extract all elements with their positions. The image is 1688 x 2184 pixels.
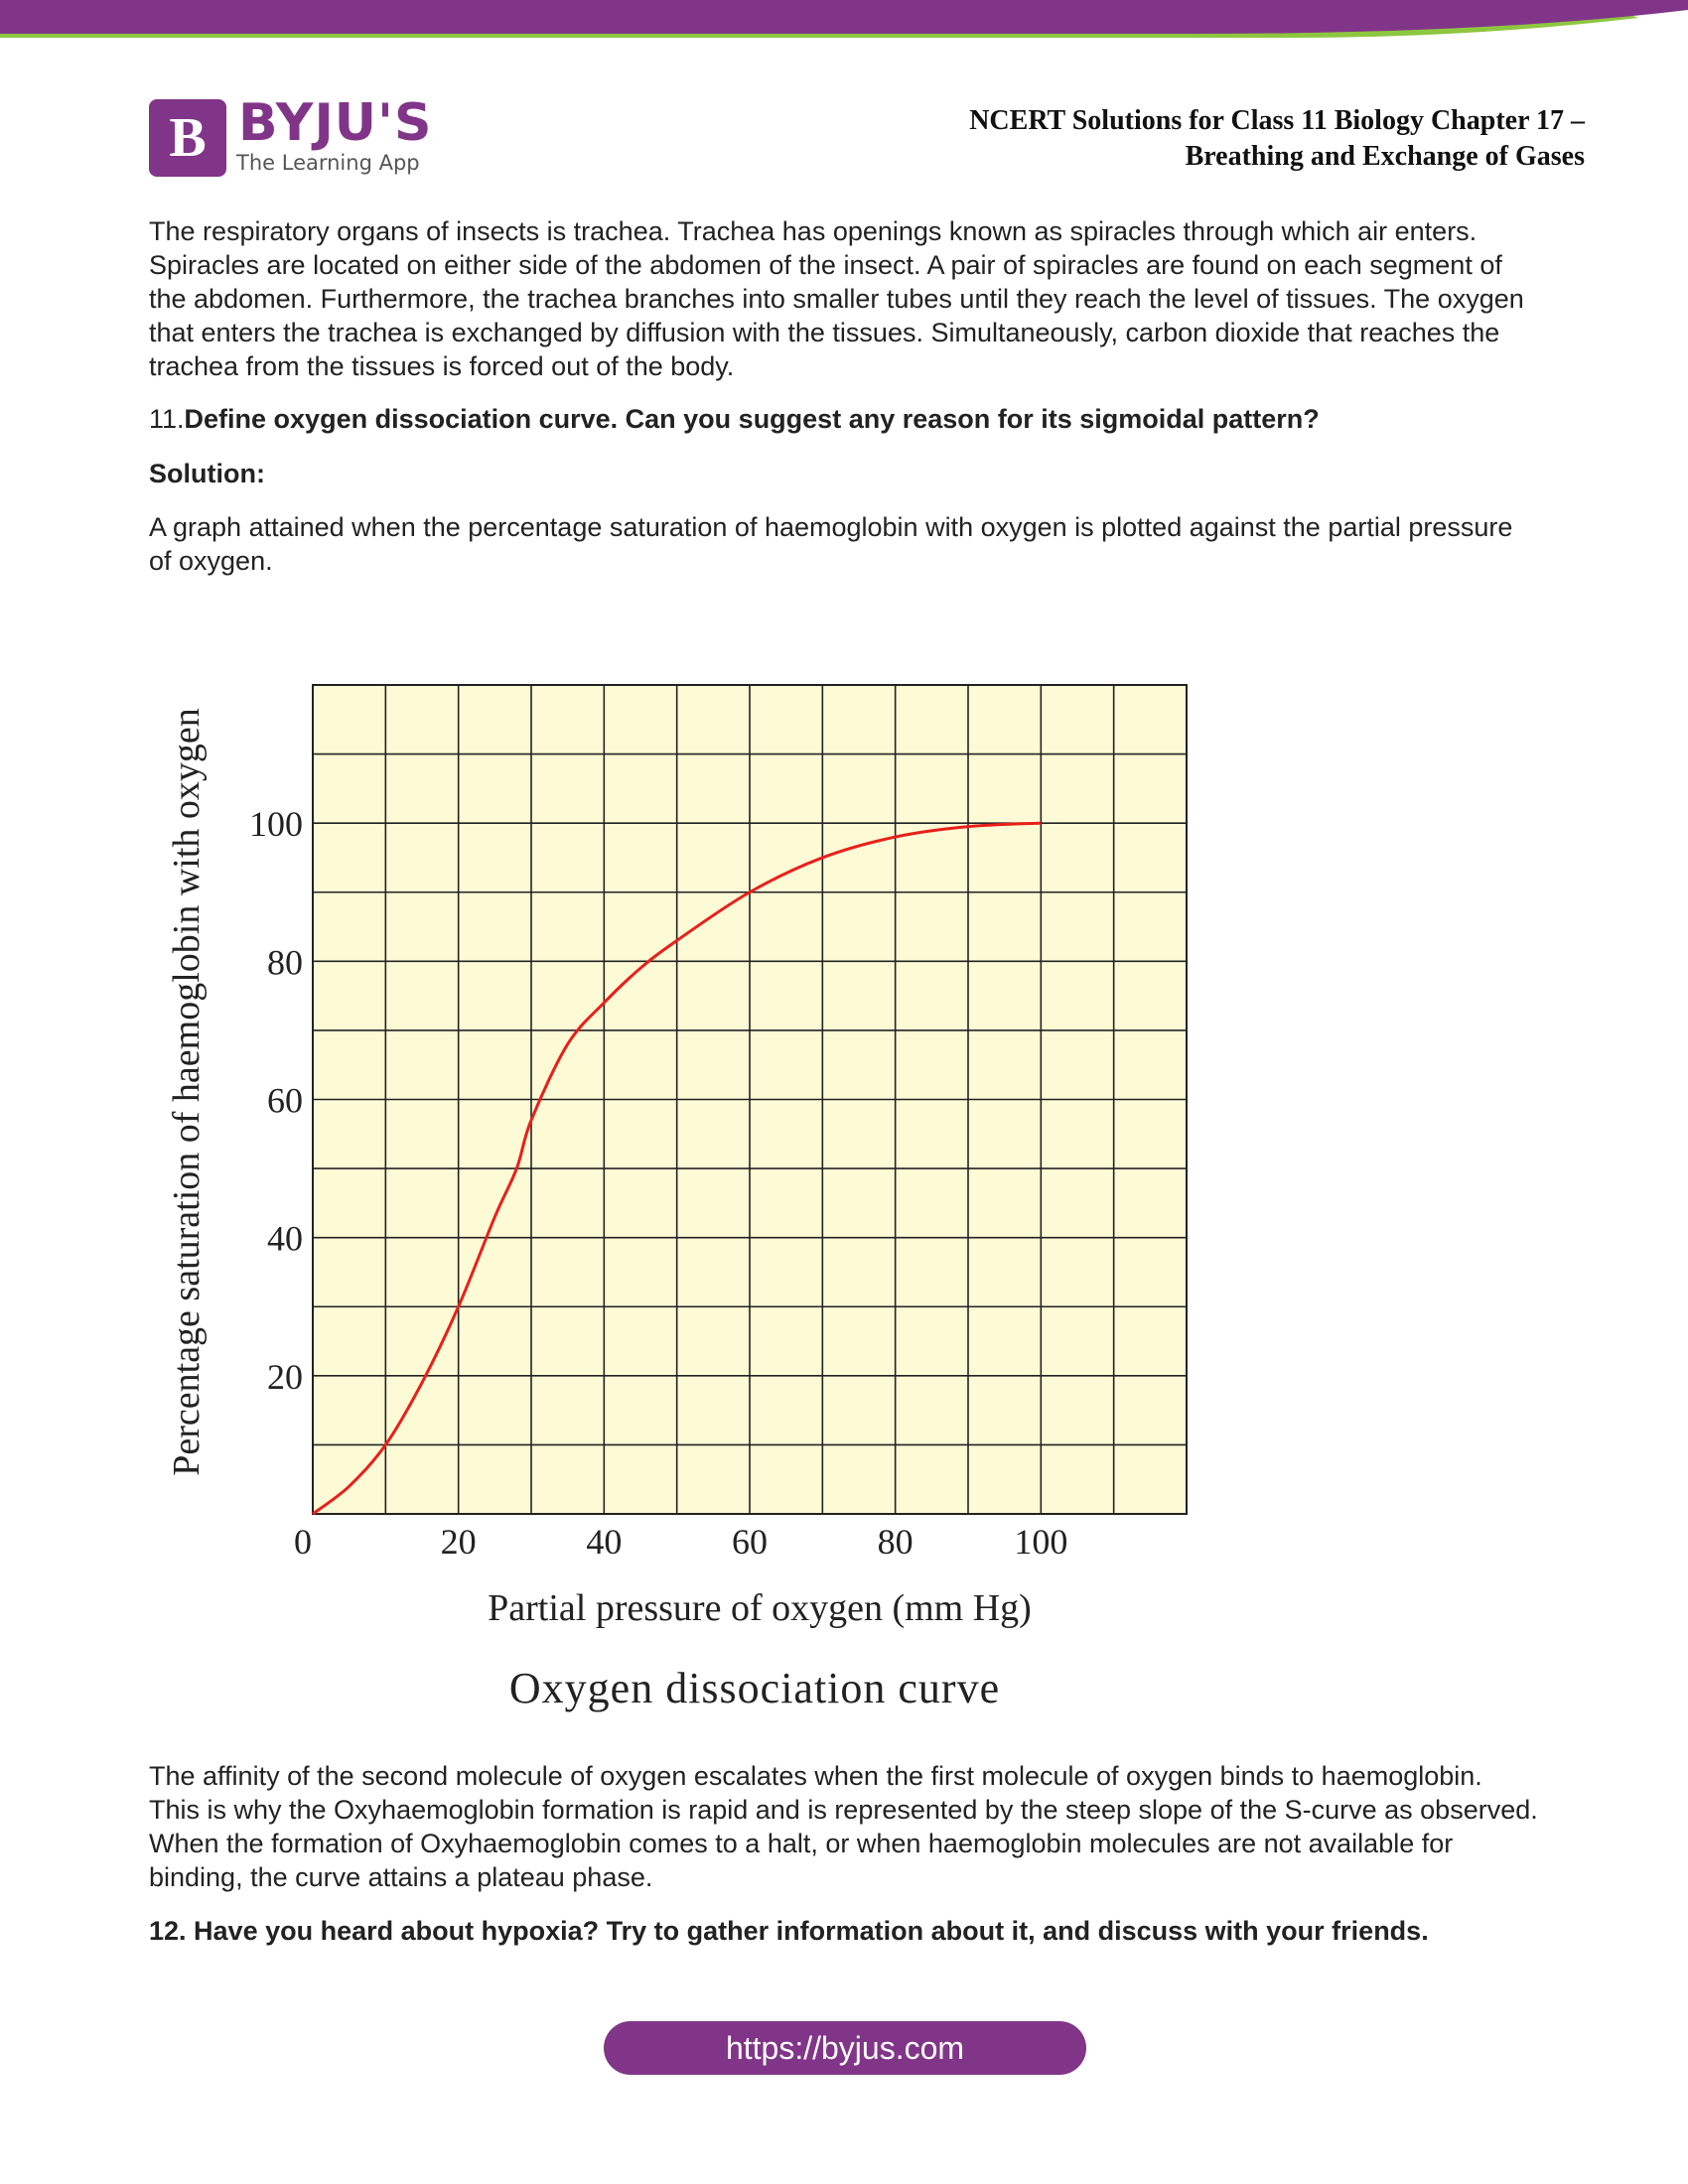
x-axis-label: Partial pressure of oxygen (mm Hg) — [488, 1587, 1032, 1629]
x-tick-label: 40 — [586, 1522, 623, 1562]
y-tick-label: 20 — [267, 1356, 303, 1397]
website-link[interactable]: https://byjus.com — [604, 2021, 1086, 2075]
x-tick-label: 100 — [1014, 1522, 1068, 1562]
question-11-number: 11. — [149, 404, 185, 434]
x-tick-label: 0 — [294, 1522, 312, 1562]
x-tick-labels — [294, 1522, 1067, 1562]
y-axis-label: Percentage saturation of haemoglobin with oxygen — [166, 708, 208, 1476]
oxygen-dissociation-chart — [149, 596, 1291, 1737]
logo-badge — [149, 99, 226, 177]
y-tick-label: 80 — [267, 942, 303, 983]
chart-title: Oxygen dissociation curve — [508, 1664, 1001, 1712]
question-11-text: Define oxygen dissociation curve. Can you suggest any reason for its sigmoidal pattern? — [184, 404, 1320, 434]
x-tick-label: 80 — [877, 1522, 914, 1562]
byjus-logo — [149, 93, 437, 179]
x-tick-label: 20 — [440, 1522, 477, 1562]
logo-tagline: The Learning App — [236, 151, 420, 175]
x-tick-label: 60 — [732, 1522, 768, 1562]
logo-letter: B — [169, 107, 207, 169]
top-banner — [0, 0, 1688, 60]
paragraph-definition: A graph attained when the percentage saturation of haemoglobin with oxygen is plotted against the partial pressure of oxygen. — [149, 512, 1513, 576]
question-12: 12. Have you heard about hypoxia? Try to gather information about it, and discuss with your friends. — [149, 1916, 1429, 1946]
y-tick-labels — [249, 804, 303, 1397]
paragraph-explanation: The affinity of the second molecule of oxygen escalates when the first molecule of oxygen binds to haemoglobin. This is why the Oxyhaemoglobin formation is rapid and is represented by the steep slope of the S-curve as observed. When the formation of Oxyhaemoglobin comes to a halt, or when haemoglobin molecules are not available for binding, the curve attains a plateau phase. — [149, 1761, 1538, 1892]
solution-label: Solution: — [149, 459, 265, 488]
y-tick-label: 40 — [267, 1218, 303, 1259]
paragraph-insect-respiration: The respiratory organs of insects is trachea. Trachea has openings known as spiracles through which air enters. Spiracles are located on either side of the abdomen of the insect. A pair of spiracles are found on each segment of the abdomen. Furthermore, the trachea branches into smaller tubes until they reach the level of tissues. The oxygen that enters the trachea is exchanged by diffusion with the tissues. Simultaneously, carbon dioxide that reaches the trachea from the tissues is forced out of the body. — [149, 216, 1524, 381]
header-title-line2: Breathing and Exchange of Gases — [1185, 141, 1585, 172]
question-11 — [149, 402, 1539, 436]
y-tick-label: 100 — [249, 804, 303, 845]
page-header-title — [969, 103, 1585, 175]
header-title-line1: NCERT Solutions for Class 11 Biology Chapter 17 – — [969, 105, 1585, 136]
y-tick-label: 60 — [267, 1080, 303, 1121]
logo-name: BYJU'S — [238, 93, 433, 153]
